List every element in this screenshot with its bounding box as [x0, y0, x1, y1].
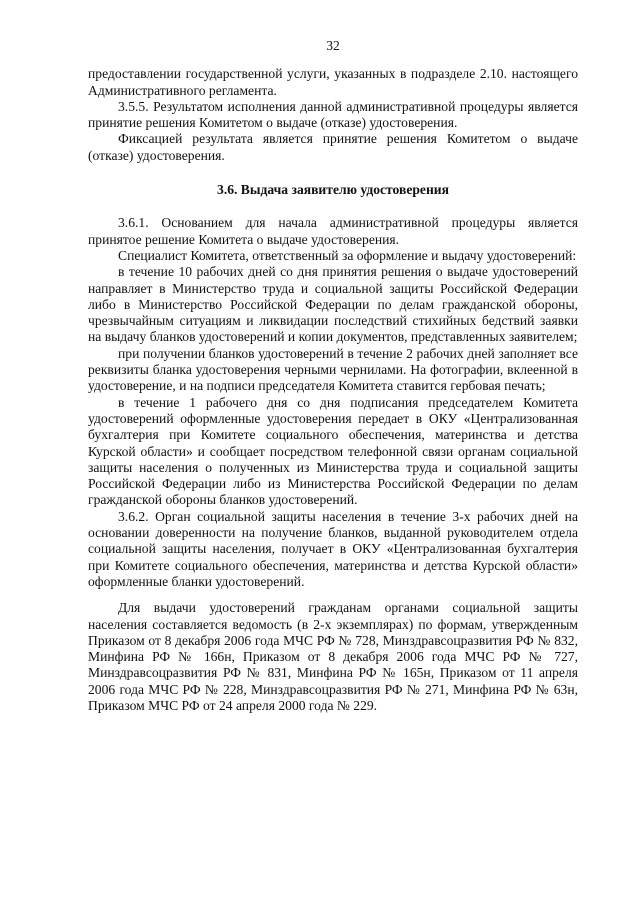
paragraph-vedomost: Для выдачи удостоверений гражданам органами социальной защиты населения составляется ведомость (в 2-х экземплярах) по формам, утвержденным Приказом от 8 декабря 2006 года МЧС РФ № 728, Минздравсоцразвития РФ № 832, Минфина РФ № 166н, Приказом от 8 декабря 2006 года МЧС РФ № 727, Минздравсоцразвития РФ № 831, Минфина РФ № 165н, Приказом от 11 апреля 2006 года МЧС РФ № 228, Минздравсоцразвития РФ № 271, Минфина РФ № 63н, Приказом МЧС РФ от 24 апреля 2000 года № 229. — [88, 600, 578, 713]
paragraph-10-days: в течение 10 рабочих дней со дня принятия решения о выдаче удостоверений направляет в Министерство труда и социальной защиты Российской Федерации либо в Министерство Российской Федерации по делам гражданской обороны, чрезвычайным ситуациям и ликвидации последствий стихийных бедствий заявки на выдачу бланков удостоверений и копии документов, представленных заявителем; — [88, 264, 578, 345]
page-number: 32 — [326, 38, 340, 53]
document-page — [88, 38, 578, 714]
paragraph-3-6-2: 3.6.2. Орган социальной защиты населения в течение 3-х рабочих дней на основании доверенности на получение бланков, выданной руководителем отдела социальной защиты населения, получает в ОКУ «Централизованная бухгалтерия при Комитете социального обеспечения, материнства и детства Курской области» оформленные бланки удостоверений. — [88, 508, 578, 589]
paragraph-continuation: предоставлении государственной услуги, указанных в подразделе 2.10. настоящего Административного регламента. — [88, 66, 578, 98]
paragraph-1-day: в течение 1 рабочего дня со дня подписания председателем Комитета удостоверений оформленные удостоверения передает в ОКУ «Централизованная бухгалтерия при Комитете социального обеспечения, материнства и детства Курской области» и сообщает посредством телефонной связи органам социальной защиты населения о полученных из Министерства труда и социальной защиты Российской Федерации либо из Министерства Российской Федерации по делам гражданской обороны бланков удостоверений. — [88, 394, 578, 508]
paragraph-3-6-1: 3.6.1. Основанием для начала административной процедуры является принятое решение Комитета о выдаче удостоверения. — [88, 215, 578, 247]
paragraph-specialist: Специалист Комитета, ответственный за оформление и выдачу удостоверений: — [118, 247, 577, 263]
paragraph-gap — [88, 590, 578, 600]
paragraph-3-5-5: 3.5.5. Результатом исполнения данной административной процедуры является принятие решения Комитетом о выдаче (отказе) удостоверения. — [88, 98, 578, 131]
section-heading: 3.6. Выдача заявителю удостоверения — [217, 182, 449, 198]
paragraph-result-fixation: Фиксацией результата является принятие решения Комитетом о выдаче (отказе) удостоверения. — [88, 131, 578, 163]
paragraph-2-days: при получении бланков удостоверений в течение 2 рабочих дней заполняет все реквизиты бланка удостоверения черными чернилами. На фотографии, вклеенной в удостоверение, и на подписи председателя Комитета ставится гербовая печать; — [88, 345, 578, 394]
